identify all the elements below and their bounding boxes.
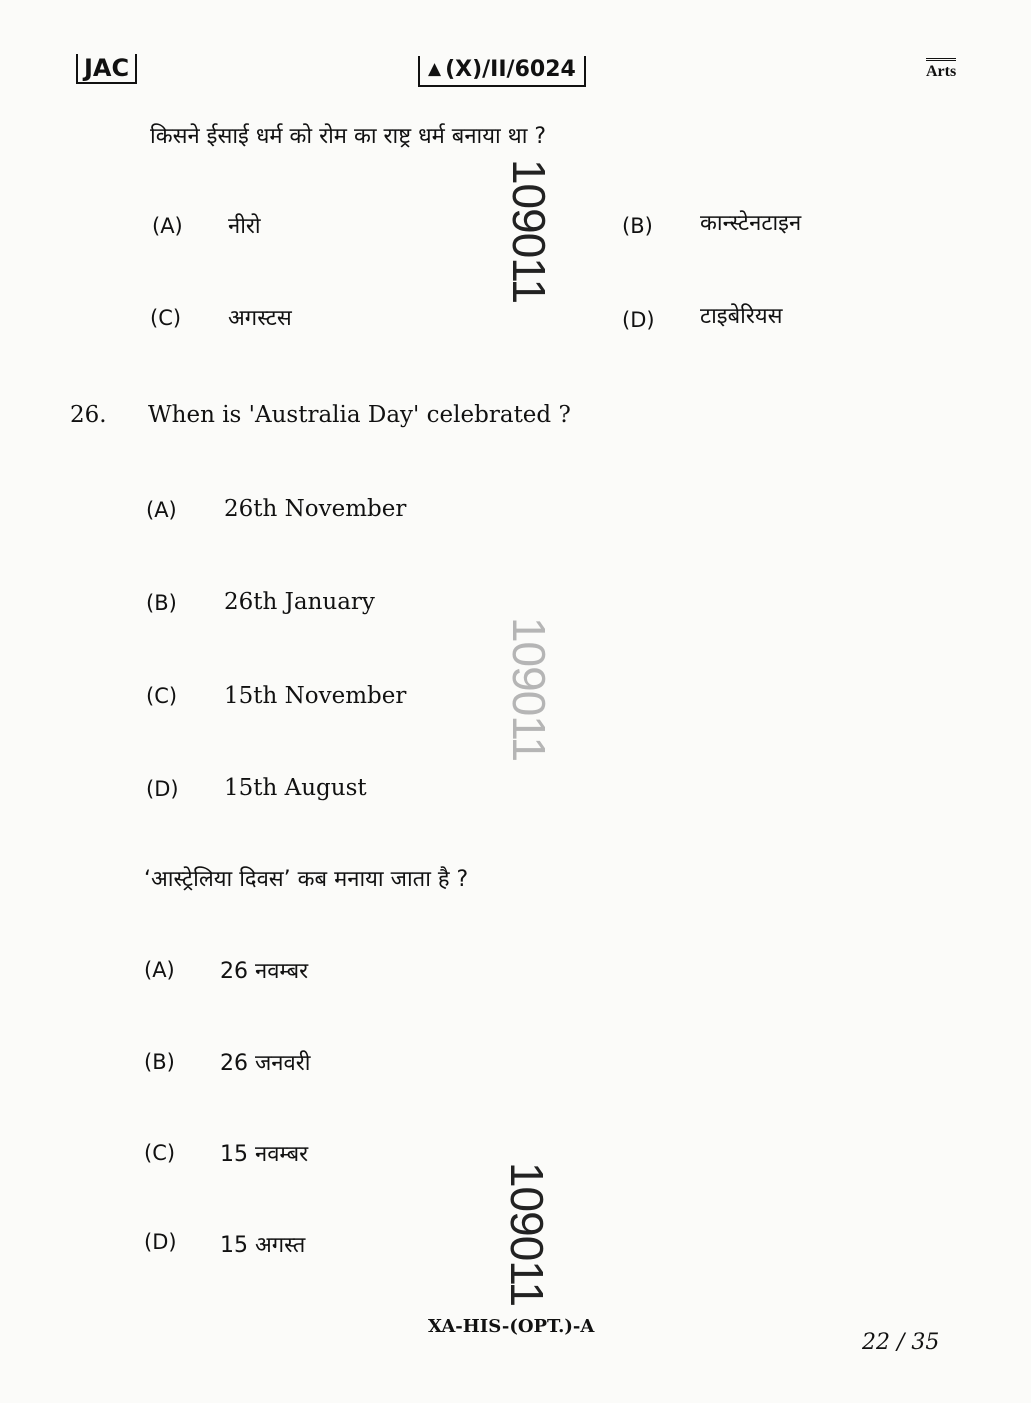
q26-number: 26. [70,402,107,428]
q26-option-d-text: 15th August [224,775,367,801]
q26-option-b-text: 26th January [224,589,375,615]
page-number: 22 / 35 [862,1330,940,1355]
q26-option-a-label: (A) [146,498,177,522]
q26-hi-option-b-text: 26 जनवरी [220,1051,311,1076]
q25-question-hindi: किसने ईसाई धर्म को रोम का राष्ट्र धर्म बनाया था ? [150,124,547,149]
q25-option-c-label: (C) [150,306,182,330]
q26-hi-option-c-text: 15 नवम्बर [220,1142,309,1167]
q25-option-c-text: अगस्टस [228,306,292,331]
q26-question-english: When is 'Australia Day' celebrated ? [148,402,571,428]
serial-stamp-faint: 109011 [503,616,556,762]
q25-option-a-label: (A) [152,214,183,238]
q25-option-a-text: नीरो [228,214,261,239]
serial-stamp-bottom: 109011 [501,1161,554,1307]
triangle-icon: ▲ [428,59,442,79]
q26-option-c-label: (C) [146,684,178,708]
paper-id-footer: XA-HIS-(OPT.)-A [428,1316,595,1337]
paper-code [418,56,586,87]
q25-option-b-text: कान्स्टेनटाइन [700,211,802,236]
q26-hi-option-d-text: 15 अगस्त [220,1233,306,1258]
q26-hi-option-a-text: 26 नवम्बर [220,959,309,984]
q26-option-d-label: (D) [146,777,179,801]
q25-option-d-text: टाइबेरियस [700,304,783,329]
q26-hi-option-d-label: (D) [144,1230,177,1254]
q25-option-d-label: (D) [622,308,655,332]
stream-label: Arts [926,58,956,81]
q26-hi-option-c-label: (C) [144,1141,176,1165]
q25-option-b-label: (B) [622,214,653,238]
q26-option-c-text: 15th November [224,683,407,709]
q26-option-a-text: 26th November [224,496,407,522]
q26-hi-option-a-label: (A) [144,958,175,982]
q26-question-hindi: ‘आस्ट्रेलिया दिवस’ कब मनाया जाता है ? [144,867,469,892]
q26-hi-option-b-label: (B) [144,1050,175,1074]
board-label: JAC [76,54,137,84]
serial-stamp: 109011 [503,158,556,304]
q26-option-b-label: (B) [146,591,177,615]
paper-code-text: (X)/II/6024 [445,57,576,82]
